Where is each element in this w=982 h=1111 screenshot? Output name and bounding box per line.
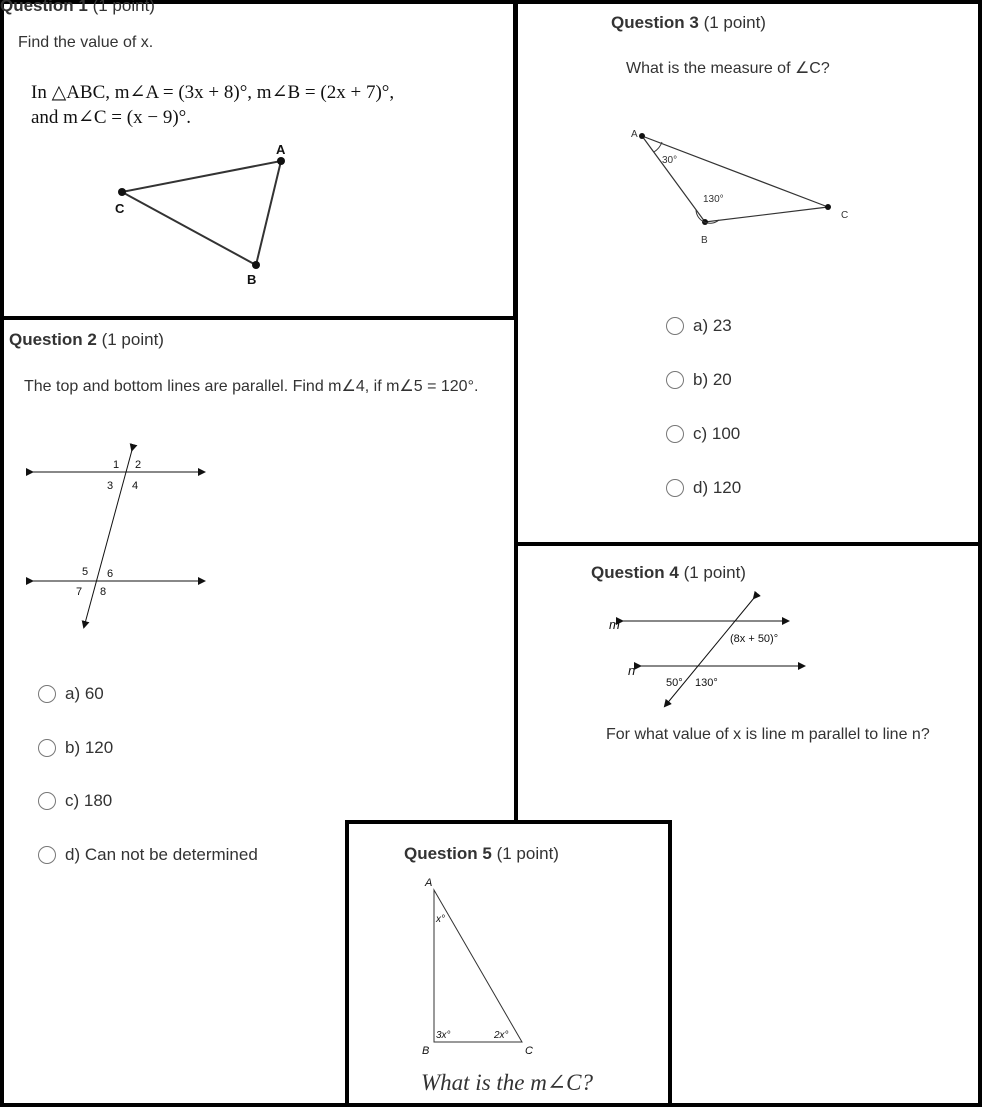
question-1-given-line-2: and m∠C = (x − 9)°. bbox=[31, 107, 191, 128]
question-1-triangle-diagram bbox=[4, 4, 521, 324]
question-4-prompt: For what value of x is line m parallel to line n? bbox=[606, 726, 930, 743]
angle-a-value: 30° bbox=[662, 155, 678, 166]
angle-8-label: 8 bbox=[100, 586, 107, 598]
angle-4-label: 4 bbox=[132, 480, 139, 492]
question-1-prompt: Find the value of x. bbox=[18, 34, 154, 51]
vertex-b-label: B bbox=[247, 272, 257, 287]
angle-b-value: 3x° bbox=[436, 1030, 451, 1041]
vertex-a-label: A bbox=[425, 877, 433, 889]
question-2-prompt: The top and bottom lines are parallel. Find m∠4, if m∠5 = 120°. bbox=[24, 378, 479, 395]
vertex-b-label: B bbox=[701, 235, 708, 246]
vertex-c-dot bbox=[118, 188, 126, 196]
vertex-a-dot bbox=[639, 133, 645, 139]
angle-3-label: 3 bbox=[107, 480, 114, 492]
question-3-option-d[interactable]: d) 120 bbox=[666, 478, 741, 498]
question-1-title: Question 1 (1 point) bbox=[0, 0, 155, 15]
vertex-b-label: B bbox=[422, 1045, 430, 1057]
transversal-line bbox=[665, 598, 754, 706]
question-2-option-b[interactable]: b) 120 bbox=[38, 738, 113, 758]
question-3-title: Question 3 (1 point) bbox=[611, 13, 766, 32]
vertex-b-dot bbox=[252, 261, 260, 269]
angle-50-label: 50° bbox=[666, 677, 683, 689]
vertex-c-dot bbox=[825, 204, 831, 210]
transversal-line bbox=[84, 450, 132, 627]
question-5-prompt: What is the m∠C? bbox=[421, 1070, 593, 1095]
angle-1-label: 1 bbox=[113, 459, 120, 471]
question-3-option-a[interactable]: a) 23 bbox=[666, 316, 732, 336]
question-2-parallel-lines-diagram bbox=[4, 320, 522, 650]
radio-button[interactable] bbox=[38, 846, 56, 864]
triangle-abc bbox=[642, 136, 828, 222]
right-triangle-abc bbox=[434, 890, 522, 1042]
vertex-a-label: A bbox=[276, 142, 286, 157]
angle-130-label: 130° bbox=[695, 677, 718, 689]
question-2-option-c[interactable]: c) 180 bbox=[38, 791, 112, 811]
triangle-abc bbox=[122, 161, 281, 265]
angle-c-value: 2x° bbox=[494, 1030, 509, 1041]
question-5-panel bbox=[345, 820, 672, 1107]
question-2-option-d[interactable]: d) Can not be determined bbox=[38, 845, 258, 865]
vertex-c-label: C bbox=[841, 210, 849, 221]
radio-button[interactable] bbox=[38, 685, 56, 703]
radio-button[interactable] bbox=[666, 425, 684, 443]
question-2-title: Question 2 (1 point) bbox=[9, 330, 164, 349]
line-m-label: m bbox=[609, 617, 620, 632]
question-5-right-triangle-diagram bbox=[349, 824, 676, 1111]
angle-7-label: 7 bbox=[76, 586, 83, 598]
radio-button[interactable] bbox=[38, 739, 56, 757]
radio-button[interactable] bbox=[38, 792, 56, 810]
question-1-given-line-1: In △ABC, m∠A = (3x + 8)°, m∠B = (2x + 7)°, bbox=[31, 82, 395, 103]
angle-expression: (8x + 50)° bbox=[730, 633, 779, 645]
question-3-triangle-diagram bbox=[518, 4, 982, 304]
question-5-title: Question 5 (1 point) bbox=[404, 844, 559, 863]
angle-5-label: 5 bbox=[82, 566, 89, 578]
question-2-option-a[interactable]: a) 60 bbox=[38, 684, 104, 704]
question-4-parallel-lines-diagram bbox=[518, 546, 982, 746]
angle-2-label: 2 bbox=[135, 459, 142, 471]
angle-b-value: 130° bbox=[703, 194, 724, 205]
question-3-option-b[interactable]: b) 20 bbox=[666, 370, 732, 390]
question-3-panel bbox=[514, 0, 982, 546]
question-1-panel bbox=[0, 0, 517, 320]
radio-button[interactable] bbox=[666, 371, 684, 389]
angle-6-label: 6 bbox=[107, 568, 114, 580]
radio-button[interactable] bbox=[666, 479, 684, 497]
line-n-label: n bbox=[628, 663, 636, 678]
vertex-a-label: A bbox=[631, 129, 638, 140]
question-3-option-c[interactable]: c) 100 bbox=[666, 424, 740, 444]
vertex-a-dot bbox=[277, 157, 285, 165]
vertex-c-label: C bbox=[115, 201, 125, 216]
question-3-prompt: What is the measure of ∠C? bbox=[626, 60, 830, 77]
question-4-title: Question 4 (1 point) bbox=[591, 563, 746, 582]
angle-a-value: x° bbox=[436, 914, 445, 925]
radio-button[interactable] bbox=[666, 317, 684, 335]
vertex-c-label: C bbox=[525, 1045, 533, 1057]
